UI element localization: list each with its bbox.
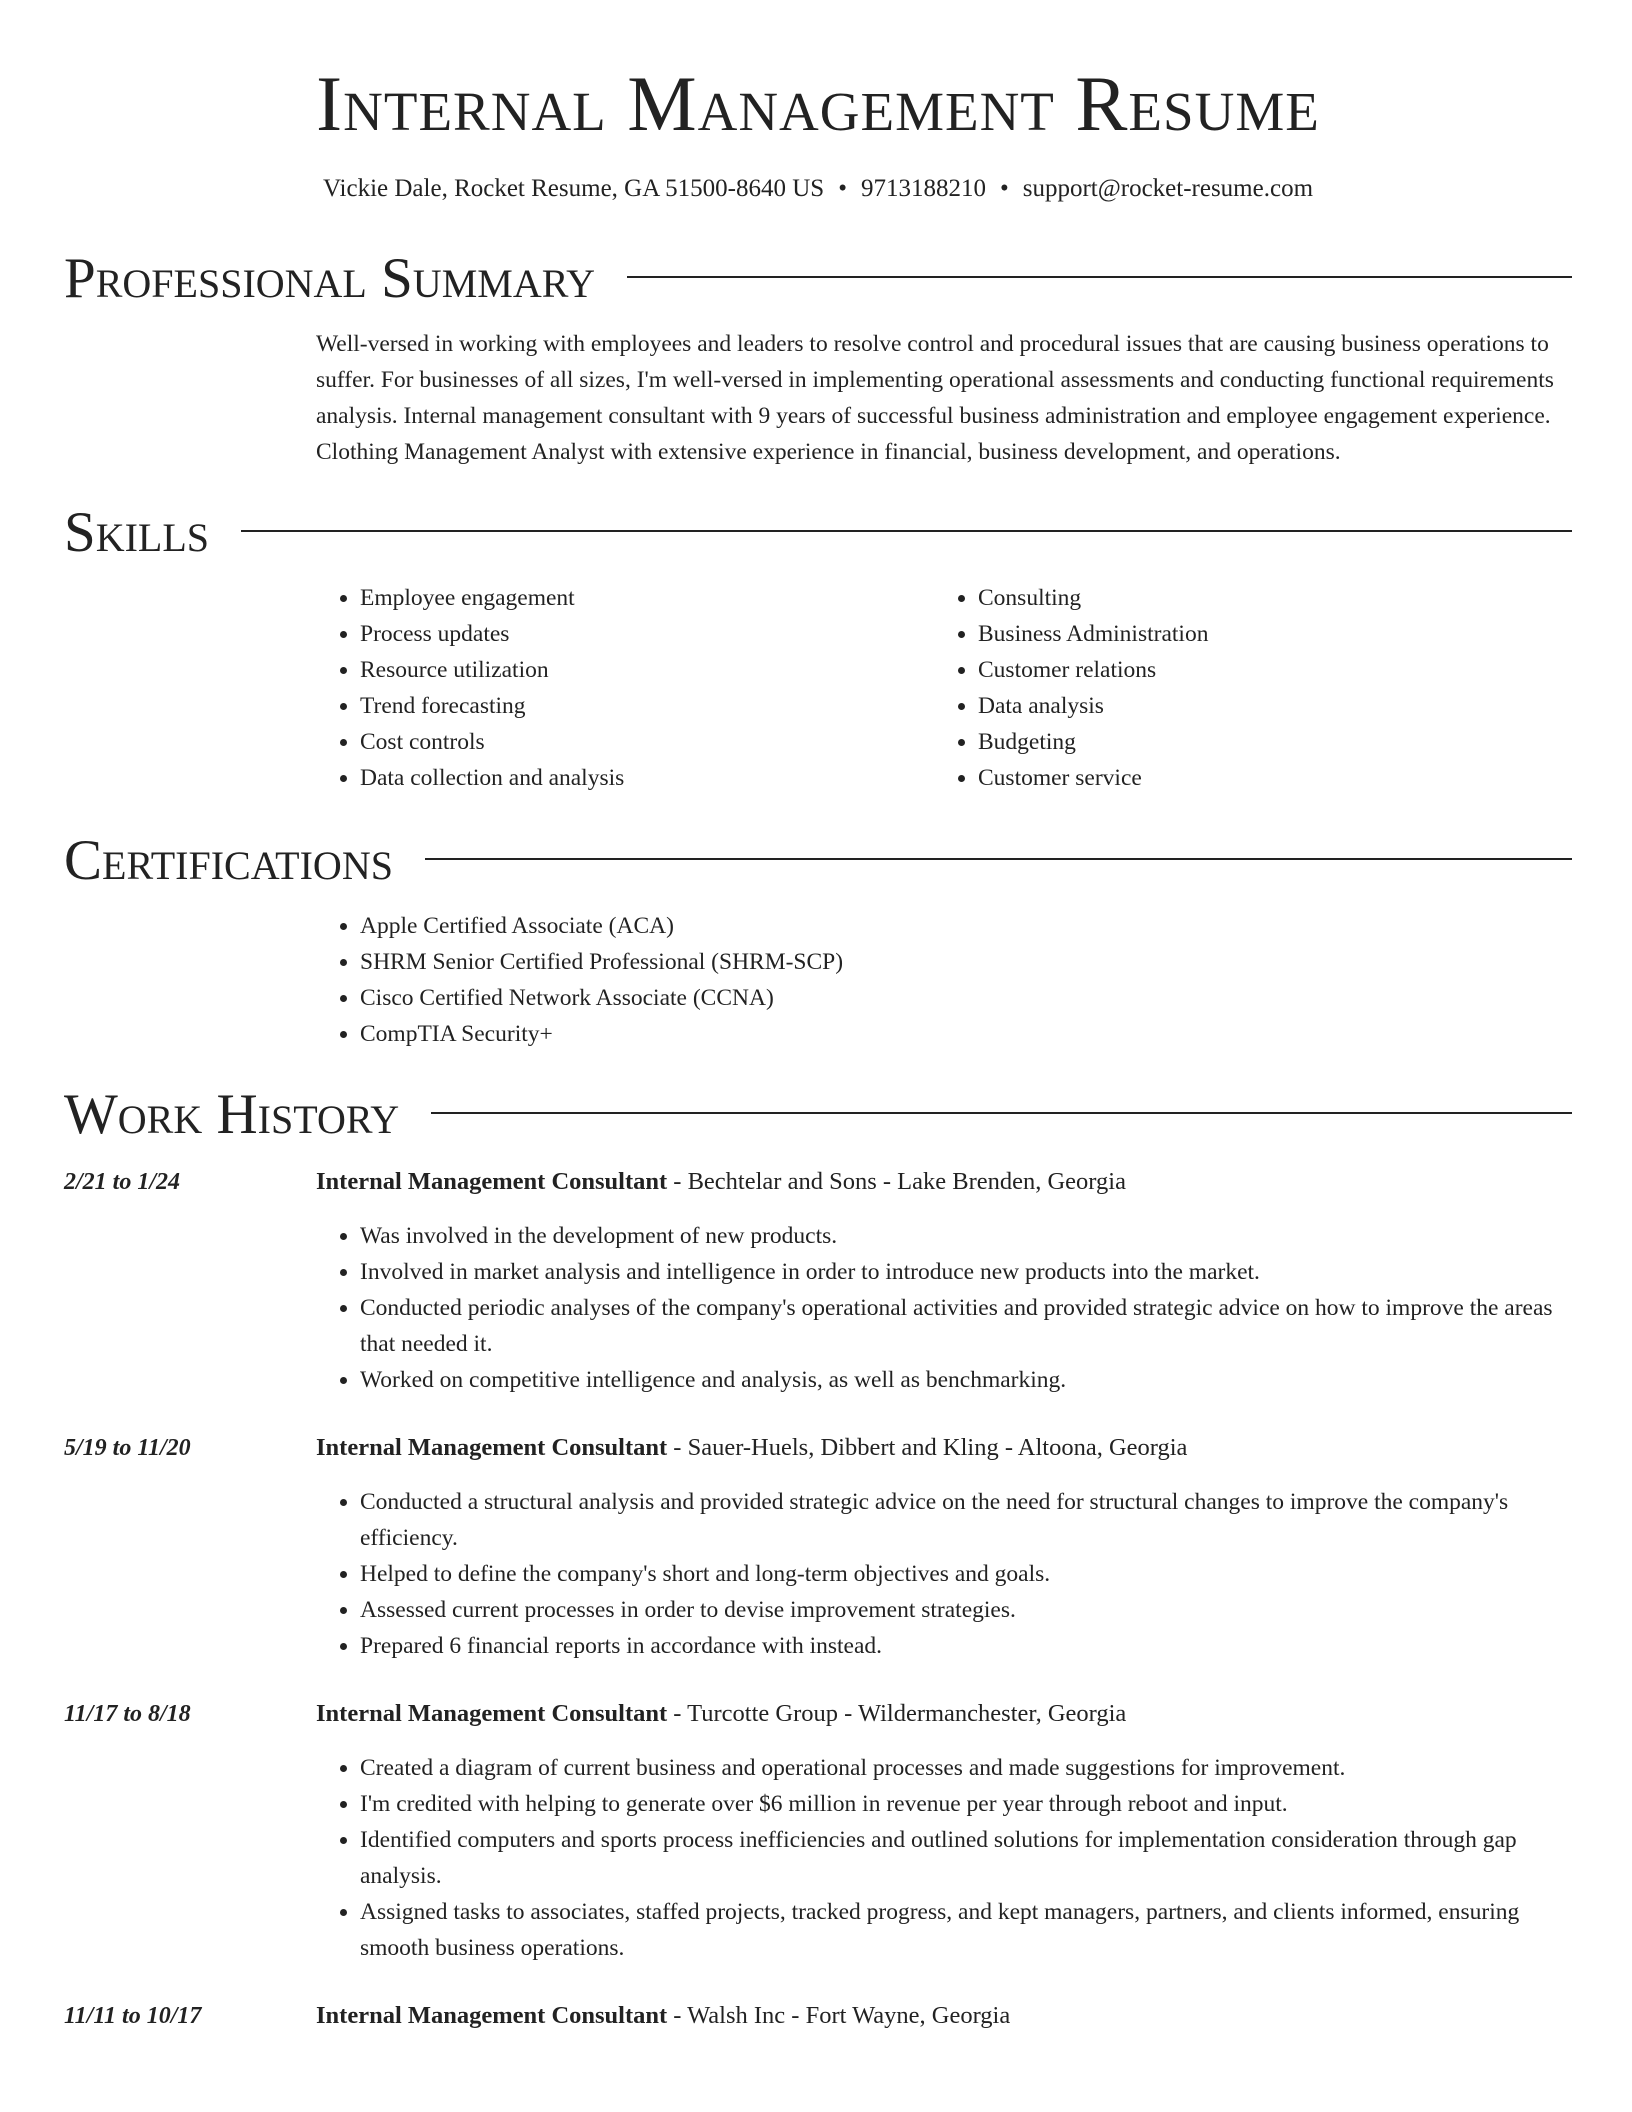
certification-item: • Apple Certified Associate (ACA)	[360, 908, 1572, 944]
section-divider	[425, 858, 1572, 860]
job-bullet: • Assigned tasks to associates, staffed projects, tracked progress, and kept managers, partners, and clients informed, ensuring smooth business operations.	[360, 1894, 1572, 1966]
job-company-location: - Turcotte Group - Wildermanchester, Georgia	[667, 1700, 1127, 1727]
resume-title: Internal Management Resume	[316, 60, 1320, 147]
contact-separator: •	[838, 175, 847, 202]
job-entry	[64, 1164, 1572, 1398]
skill-item: • Data collection and analysis	[360, 760, 934, 796]
job-dates: 2/21 to 1/24	[64, 1169, 181, 1195]
certifications-section-header	[64, 826, 1572, 896]
skill-item: • Business Administration	[978, 616, 1552, 652]
job-bullet-list	[316, 1484, 1572, 1664]
job-title: Internal Management Consultant	[316, 1700, 668, 1727]
skills-column-right	[934, 580, 1552, 796]
skill-item: • Data analysis	[978, 688, 1552, 724]
job-bullet: • Worked on competitive intelligence and analysis, as well as benchmarking.	[360, 1362, 1572, 1398]
section-divider	[627, 276, 1572, 278]
skill-item: • Customer relations	[978, 652, 1552, 688]
job-bullet: • Conducted periodic analyses of the company's operational activities and provided strategic advice on how to improve the areas that needed it.	[360, 1290, 1572, 1362]
contact-phone: 9713188210	[860, 175, 986, 202]
job-entry	[64, 1998, 1572, 2034]
job-bullet: • Involved in market analysis and intelligence in order to introduce new products into the market.	[360, 1254, 1572, 1290]
contact-email[interactable]: support@rocket-resume.com	[1022, 175, 1314, 202]
certifications-list	[316, 908, 1572, 1052]
job-bullet-list	[316, 1218, 1572, 1398]
skill-item: • Resource utilization	[360, 652, 934, 688]
job-body	[316, 1696, 1572, 1966]
contact-separator: •	[999, 175, 1009, 202]
job-dates: 5/19 to 11/20	[64, 1435, 191, 1461]
job-company-location: - Sauer-Huels, Dibbert and Kling - Altoona, Georgia	[667, 1434, 1188, 1461]
work-heading: Work History	[64, 1083, 400, 1146]
certifications-block	[316, 908, 1572, 1052]
skills-column-left	[316, 580, 934, 796]
job-title: Internal Management Consultant	[316, 1434, 668, 1461]
summary-section-header	[64, 244, 1572, 314]
job-bullet: • Helped to define the company's short and long-term objectives and goals.	[360, 1556, 1572, 1592]
job-title: Internal Management Consultant	[316, 2002, 668, 2029]
certification-item: • Cisco Certified Network Associate (CCNA)	[360, 980, 1572, 1016]
job-heading	[316, 1164, 1572, 1200]
job-body	[316, 1998, 1572, 2034]
certification-item: • SHRM Senior Certified Professional (SHRM-SCP)	[360, 944, 1572, 980]
skill-item: • Consulting	[978, 580, 1552, 616]
skill-item: • Budgeting	[978, 724, 1552, 760]
contact-address: Vickie Dale, Rocket Resume, GA 51500-8640 US	[322, 175, 825, 202]
job-heading	[316, 1430, 1572, 1466]
skill-item: • Employee engagement	[360, 580, 934, 616]
job-bullet: • Was involved in the development of new products.	[360, 1218, 1572, 1254]
job-heading	[316, 1696, 1572, 1732]
skills-block	[316, 580, 1572, 796]
skill-item: • Customer service	[978, 760, 1552, 796]
skills-list-right	[934, 580, 1552, 796]
skills-section-header	[64, 498, 1572, 568]
skills-grid	[316, 580, 1572, 796]
job-bullet: • Identified computers and sports process inefficiencies and outlined solutions for implementation consideration through gap analysis.	[360, 1822, 1572, 1894]
job-company-location: - Bechtelar and Sons - Lake Brenden, Georgia	[667, 1168, 1126, 1195]
job-bullet: • Assessed current processes in order to devise improvement strategies.	[360, 1592, 1572, 1628]
skill-item: • Process updates	[360, 616, 934, 652]
summary-block	[316, 326, 1572, 470]
skills-heading: Skills	[64, 501, 210, 564]
job-entry	[64, 1430, 1572, 1664]
contact-line	[64, 172, 1572, 206]
job-entry	[64, 1696, 1572, 1966]
skill-item: • Trend forecasting	[360, 688, 934, 724]
section-divider	[431, 1112, 1572, 1114]
section-divider	[241, 530, 1572, 532]
certification-item: • CompTIA Security+	[360, 1016, 1572, 1052]
skill-item: • Cost controls	[360, 724, 934, 760]
summary-heading: Professional Summary	[64, 247, 596, 310]
job-heading	[316, 1998, 1572, 2034]
job-dates: 11/17 to 8/18	[64, 1701, 191, 1727]
job-bullet: • Created a diagram of current business and operational processes and made suggestions for improvement.	[360, 1750, 1572, 1786]
certifications-heading: Certifications	[64, 829, 393, 892]
job-body	[316, 1164, 1572, 1398]
job-title: Internal Management Consultant	[316, 1168, 668, 1195]
work-section-header	[64, 1080, 1572, 1150]
job-bullet-list	[316, 1750, 1572, 1966]
work-history-list	[64, 1164, 1572, 2034]
job-dates: 11/11 to 10/17	[64, 2003, 202, 2029]
job-company-location: - Walsh Inc - Fort Wayne, Georgia	[667, 2002, 1011, 2029]
summary-text: Well-versed in working with employees and leaders to resolve control and procedural issues that are causing business operations to suffer. For businesses of all sizes, I'm well-versed in implementing operational assessments and conducting functional requirements analysis. Internal management consultant with 9 years of successful business administration and employee engagement experience. Clothing Management Analyst with extensive experience in financial, business development, and operations.	[316, 331, 1554, 465]
job-bullet: • Conducted a structural analysis and provided strategic advice on the need for structural changes to improve the company's efficiency.	[360, 1484, 1572, 1556]
job-bullet: • I'm credited with helping to generate over $6 million in revenue per year through reboot and input.	[360, 1786, 1572, 1822]
resume-page	[64, 0, 1572, 2034]
job-body	[316, 1430, 1572, 1664]
skills-list-left	[316, 580, 934, 796]
job-bullet: • Prepared 6 financial reports in accordance with instead.	[360, 1628, 1572, 1664]
